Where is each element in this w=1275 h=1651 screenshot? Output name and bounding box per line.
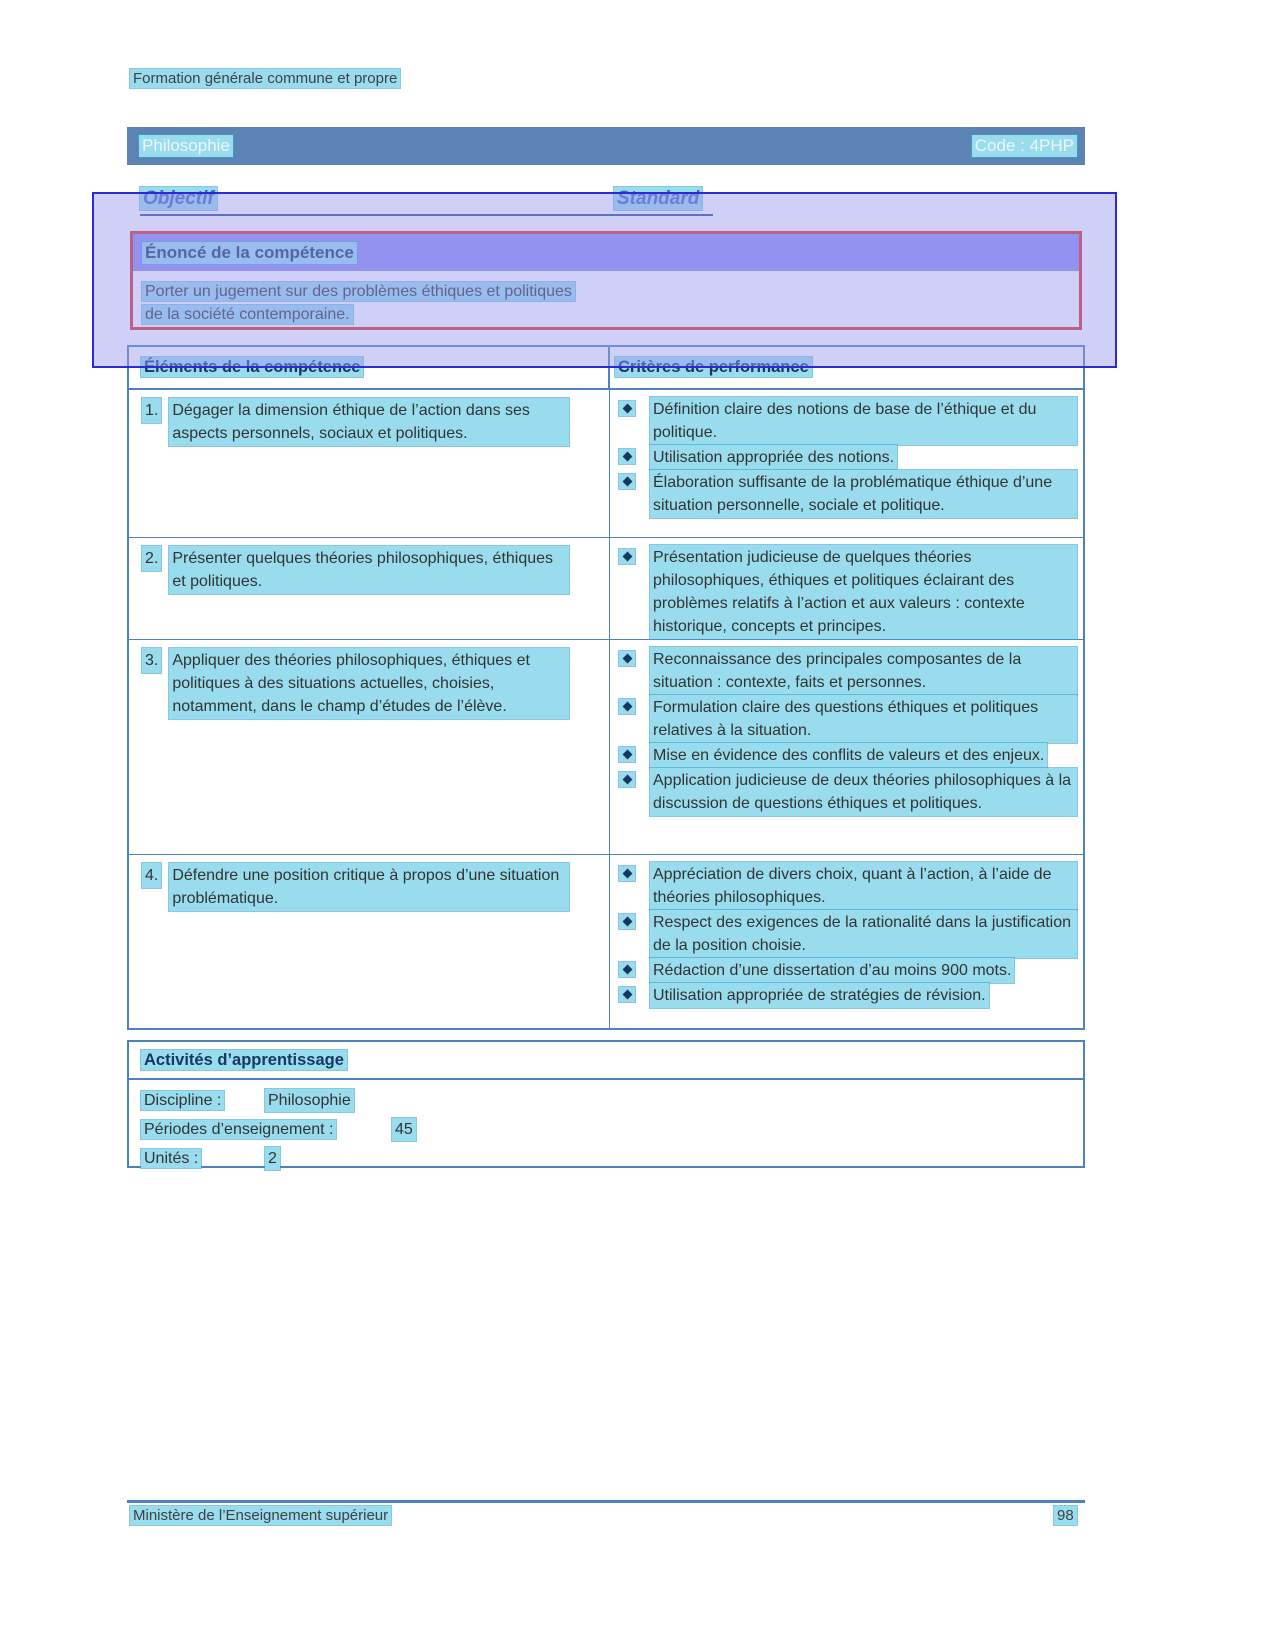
- criterion-text: Application judicieuse de deux théories philosophiques à la discussion de questions éthiques et politiques.: [650, 768, 1077, 816]
- criterion-text: Appréciation de divers choix, quant à l’action, à l’aide de théories philosophiques.: [650, 862, 1077, 910]
- element-text: Appliquer des théories philosophiques, éthiques et politiques à des situations actuelles, choisies, notamment, dans le champ d’études de l’élève.: [169, 648, 569, 719]
- element-cell: [129, 855, 610, 1028]
- activities-line-periodes: [141, 1118, 1083, 1141]
- criteria-cell: [610, 640, 1083, 854]
- heading-underline: [140, 214, 713, 216]
- criterion-text: Rédaction d’une dissertation d’au moins 900 mots.: [650, 958, 1014, 983]
- column-header-elements: [129, 347, 610, 388]
- objectif-heading-text: Objectif: [140, 187, 217, 210]
- criteria-list: [610, 647, 1077, 816]
- standard-heading-text: Standard: [614, 187, 702, 210]
- criterion-text: Mise en évidence des conflits de valeurs et des enjeux.: [650, 743, 1047, 768]
- enonce-title-row: [133, 234, 1079, 271]
- course-code: Code : 4PHP: [972, 135, 1077, 157]
- bullet-icon: [619, 549, 635, 564]
- criterion-item: [610, 470, 1077, 518]
- table-row: [129, 855, 1083, 1028]
- enonce-competence-box: [130, 231, 1082, 330]
- criteria-cell: [610, 855, 1083, 1028]
- criteria-list: [610, 545, 1077, 639]
- table-header-row: [129, 347, 1083, 390]
- criterion-text: Utilisation appropriée de stratégies de révision.: [650, 983, 989, 1008]
- criterion-text: Formulation claire des questions éthiques et politiques relatives à la situation.: [650, 695, 1077, 743]
- document-category-text: Formation générale commune et propre: [130, 69, 400, 88]
- bullet-icon: [619, 651, 635, 666]
- table-row: [129, 640, 1083, 855]
- criterion-text: Présentation judicieuse de quelques théories philosophiques, éthiques et politiques éclairant des problèmes relatifs à l’action et aux valeurs : contexte historique, concepts et principes.: [650, 545, 1077, 639]
- criteria-cell: [610, 538, 1083, 639]
- criterion-item: [610, 910, 1077, 958]
- element-text: Présenter quelques théories philosophiques, éthiques et politiques.: [169, 546, 569, 594]
- element-text: Dégager la dimension éthique de l’action dans ses aspects personnels, sociaux et politiques.: [169, 398, 569, 446]
- criterion-item: [610, 695, 1077, 743]
- table-row: [129, 538, 1083, 640]
- activities-body: [129, 1080, 1083, 1170]
- bullet-icon: [619, 474, 635, 489]
- periodes-label: Périodes d’enseignement :: [141, 1120, 336, 1139]
- footer-ministry-text: Ministère de l’Enseignement supérieur: [130, 1506, 391, 1525]
- column-header-criteres: [610, 347, 1083, 388]
- discipline-value: Philosophie: [265, 1089, 354, 1112]
- page-number-text: 98: [1054, 1506, 1077, 1525]
- criterion-text: Élaboration suffisante de la problématique éthique d’une situation personnelle, sociale et politique.: [650, 470, 1077, 518]
- footer-rule: [127, 1500, 1085, 1503]
- bullet-icon: [619, 747, 635, 762]
- activities-line-discipline: [141, 1089, 1083, 1112]
- discipline-label: Discipline :: [141, 1091, 224, 1110]
- course-header-bar: [127, 127, 1085, 165]
- element-cell: [129, 640, 610, 854]
- document-category-label: [130, 70, 400, 87]
- criteria-list: [610, 862, 1077, 1008]
- column-header-criteres-text: Critères de performance: [615, 357, 812, 377]
- criterion-item: [610, 862, 1077, 910]
- criterion-item: [610, 545, 1077, 639]
- criterion-text: Respect des exigences de la rationalité dans la justification de la position choisie.: [650, 910, 1077, 958]
- page-number: [1054, 1507, 1077, 1524]
- bullet-icon: [619, 866, 635, 881]
- activities-box: [127, 1040, 1085, 1168]
- course-title: Philosophie: [139, 135, 233, 157]
- element-cell: [129, 390, 610, 537]
- activities-title-row: [129, 1042, 1083, 1080]
- table-body: [129, 390, 1083, 1028]
- footer-ministry: [130, 1507, 391, 1524]
- criterion-item: [610, 743, 1077, 768]
- enonce-title-text: Énoncé de la compétence: [142, 242, 357, 264]
- standard-heading: [614, 188, 702, 210]
- criterion-item: [610, 397, 1077, 445]
- table-row: [129, 390, 1083, 538]
- bullet-icon: [619, 699, 635, 714]
- element-number: 4.: [142, 863, 161, 888]
- bullet-icon: [619, 914, 635, 929]
- periodes-value: 45: [392, 1118, 416, 1141]
- criterion-item: [610, 983, 1077, 1008]
- activities-title-text: Activités d’apprentissage: [141, 1050, 347, 1070]
- objectif-heading: [140, 188, 217, 210]
- bullet-icon: [619, 987, 635, 1002]
- bullet-icon: [619, 772, 635, 787]
- criterion-item: [610, 647, 1077, 695]
- column-header-elements-text: Éléments de la compétence: [141, 357, 363, 377]
- bullet-icon: [619, 449, 635, 464]
- criterion-item: [610, 958, 1077, 983]
- criterion-item: [610, 768, 1077, 816]
- competence-table: [127, 345, 1085, 1030]
- element-cell: [129, 538, 610, 639]
- criterion-item: [610, 445, 1077, 470]
- criterion-text: Reconnaissance des principales composantes de la situation : contexte, faits et personnes.: [650, 647, 1077, 695]
- bullet-icon: [619, 401, 635, 416]
- criterion-text: Définition claire des notions de base de l’éthique et du politique.: [650, 397, 1077, 445]
- activities-line-unites: [141, 1147, 1083, 1170]
- unites-label: Unités :: [141, 1149, 201, 1168]
- unites-value: 2: [265, 1147, 280, 1170]
- element-number: 1.: [142, 398, 161, 423]
- enonce-body: [133, 271, 1079, 326]
- element-number: 3.: [142, 648, 161, 673]
- criterion-text: Utilisation appropriée des notions.: [650, 445, 897, 470]
- criteria-list: [610, 397, 1077, 518]
- element-text: Défendre une position critique à propos d’une situation problématique.: [169, 863, 569, 911]
- bullet-icon: [619, 962, 635, 977]
- element-number: 2.: [142, 546, 161, 571]
- enonce-statement-text: Porter un jugement sur des problèmes éthiques et politiques de la société contemporaine.: [142, 282, 575, 324]
- criteria-cell: [610, 390, 1083, 537]
